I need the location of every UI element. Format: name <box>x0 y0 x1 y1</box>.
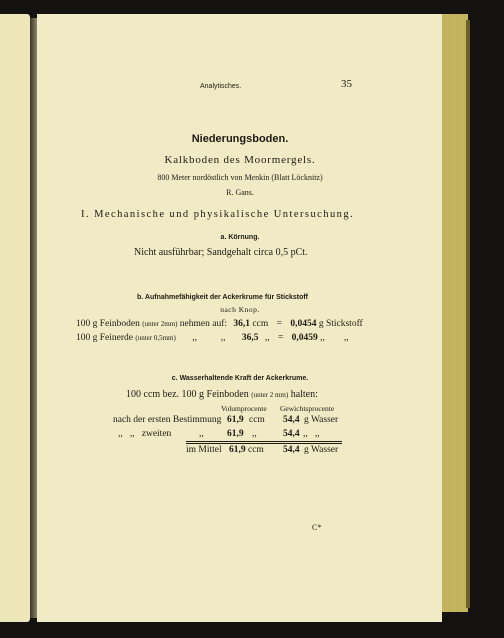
intro-halten: halten: <box>290 389 318 400</box>
row1-tail: g Stickstoff <box>318 319 363 329</box>
c-mean-vol: 61,9 <box>229 445 246 455</box>
row1-value-g: 0,0454 <box>290 319 317 329</box>
book-gutter <box>30 18 37 618</box>
c-mean-label: im Mittel <box>186 445 222 455</box>
row1-equals: = <box>276 319 282 329</box>
row2-sieve: (unter 0,5mm) <box>135 334 176 342</box>
part-b-heading: b. Aufnahmefähigkeit der Ackerkrume für Stickstoff <box>137 294 309 301</box>
c-row2-label: ,, ,, zweiten <box>118 429 172 439</box>
row1-sieve: (unter 2mm) <box>142 320 178 328</box>
c-row2-weight-unit: ,, ,, <box>303 429 320 439</box>
location-line: 800 Meter nordöstlich von Menkin (Blatt Löcknitz) <box>157 173 323 182</box>
row2-tail: ,, ,, <box>320 333 349 343</box>
col-header-volume: Volumprocente <box>221 404 267 413</box>
c-row2-ditto: ,, <box>199 429 204 439</box>
c-row1-weight: 54,4 <box>283 415 300 425</box>
c-row1-weight-unit: g Wasser <box>304 415 339 425</box>
c-row2-vol: 61,9 <box>227 429 244 439</box>
c-row1-label: nach der ersten Bestimmung <box>113 415 222 425</box>
part-c-intro <box>126 390 318 400</box>
sum-rule-2 <box>186 443 342 444</box>
part-b-subheading: nach Knop. <box>220 305 260 314</box>
row2-sample: 100 g Feinerde <box>76 333 133 343</box>
page-block-shadow <box>466 20 470 608</box>
page-number: 35 <box>341 78 352 90</box>
c-row1-vol-unit: ccm <box>249 415 265 425</box>
part-a-heading: a. Körnung. <box>220 234 260 241</box>
sum-rule-1 <box>186 441 342 442</box>
book-page <box>37 14 442 622</box>
page-block-edge <box>442 14 468 612</box>
part-b-row-2 <box>76 334 349 344</box>
row1-sample: 100 g Feinboden <box>76 319 140 329</box>
col-header-weight: Gewichtsprocente <box>280 404 335 413</box>
row2-value-g: 0,0459 <box>291 333 318 343</box>
row1-value-ccm: 36,1 <box>233 319 251 329</box>
row2-unit: ,, <box>264 333 270 343</box>
row2-equals: = <box>277 333 284 343</box>
row2-ditto: ,, ,, <box>192 333 226 343</box>
left-page-edge <box>0 14 30 622</box>
signature-mark: C* <box>312 523 322 532</box>
part-b-row-1 <box>76 320 363 330</box>
c-row2-weight: 54,4 <box>283 429 300 439</box>
intro-text: 100 ccm bez. 100 g Feinboden <box>126 389 249 400</box>
row1-unit: ccm <box>252 319 269 329</box>
part1-heading: I. Mechanische und physikalische Untersuchung. <box>81 209 355 220</box>
part-a-text: Nicht ausführbar; Sandgehalt circa 0,5 pCt. <box>134 247 308 258</box>
c-row1-vol: 61,9 <box>227 415 244 425</box>
c-mean-weight: 54,4 <box>283 445 300 455</box>
author-line: R. Gans. <box>226 188 254 197</box>
c-mean-weight-unit: g Wasser <box>304 445 339 455</box>
intro-sieve: (unter 2 mm) <box>251 391 289 399</box>
section-subtitle: Kalkboden des Moormergels. <box>164 154 316 166</box>
c-row2-vol-unit: ,, <box>252 429 257 439</box>
c-mean-vol-unit: ccm <box>248 445 264 455</box>
running-title: Analytisches. <box>200 83 242 90</box>
part-c-heading: c. Wasserhaltende Kraft der Ackerkrume. <box>171 375 309 382</box>
section-title: Niederungsboden. <box>191 133 289 145</box>
row1-verb: nehmen auf: <box>179 319 228 329</box>
row2-value-ccm: 36,5 <box>241 333 259 343</box>
